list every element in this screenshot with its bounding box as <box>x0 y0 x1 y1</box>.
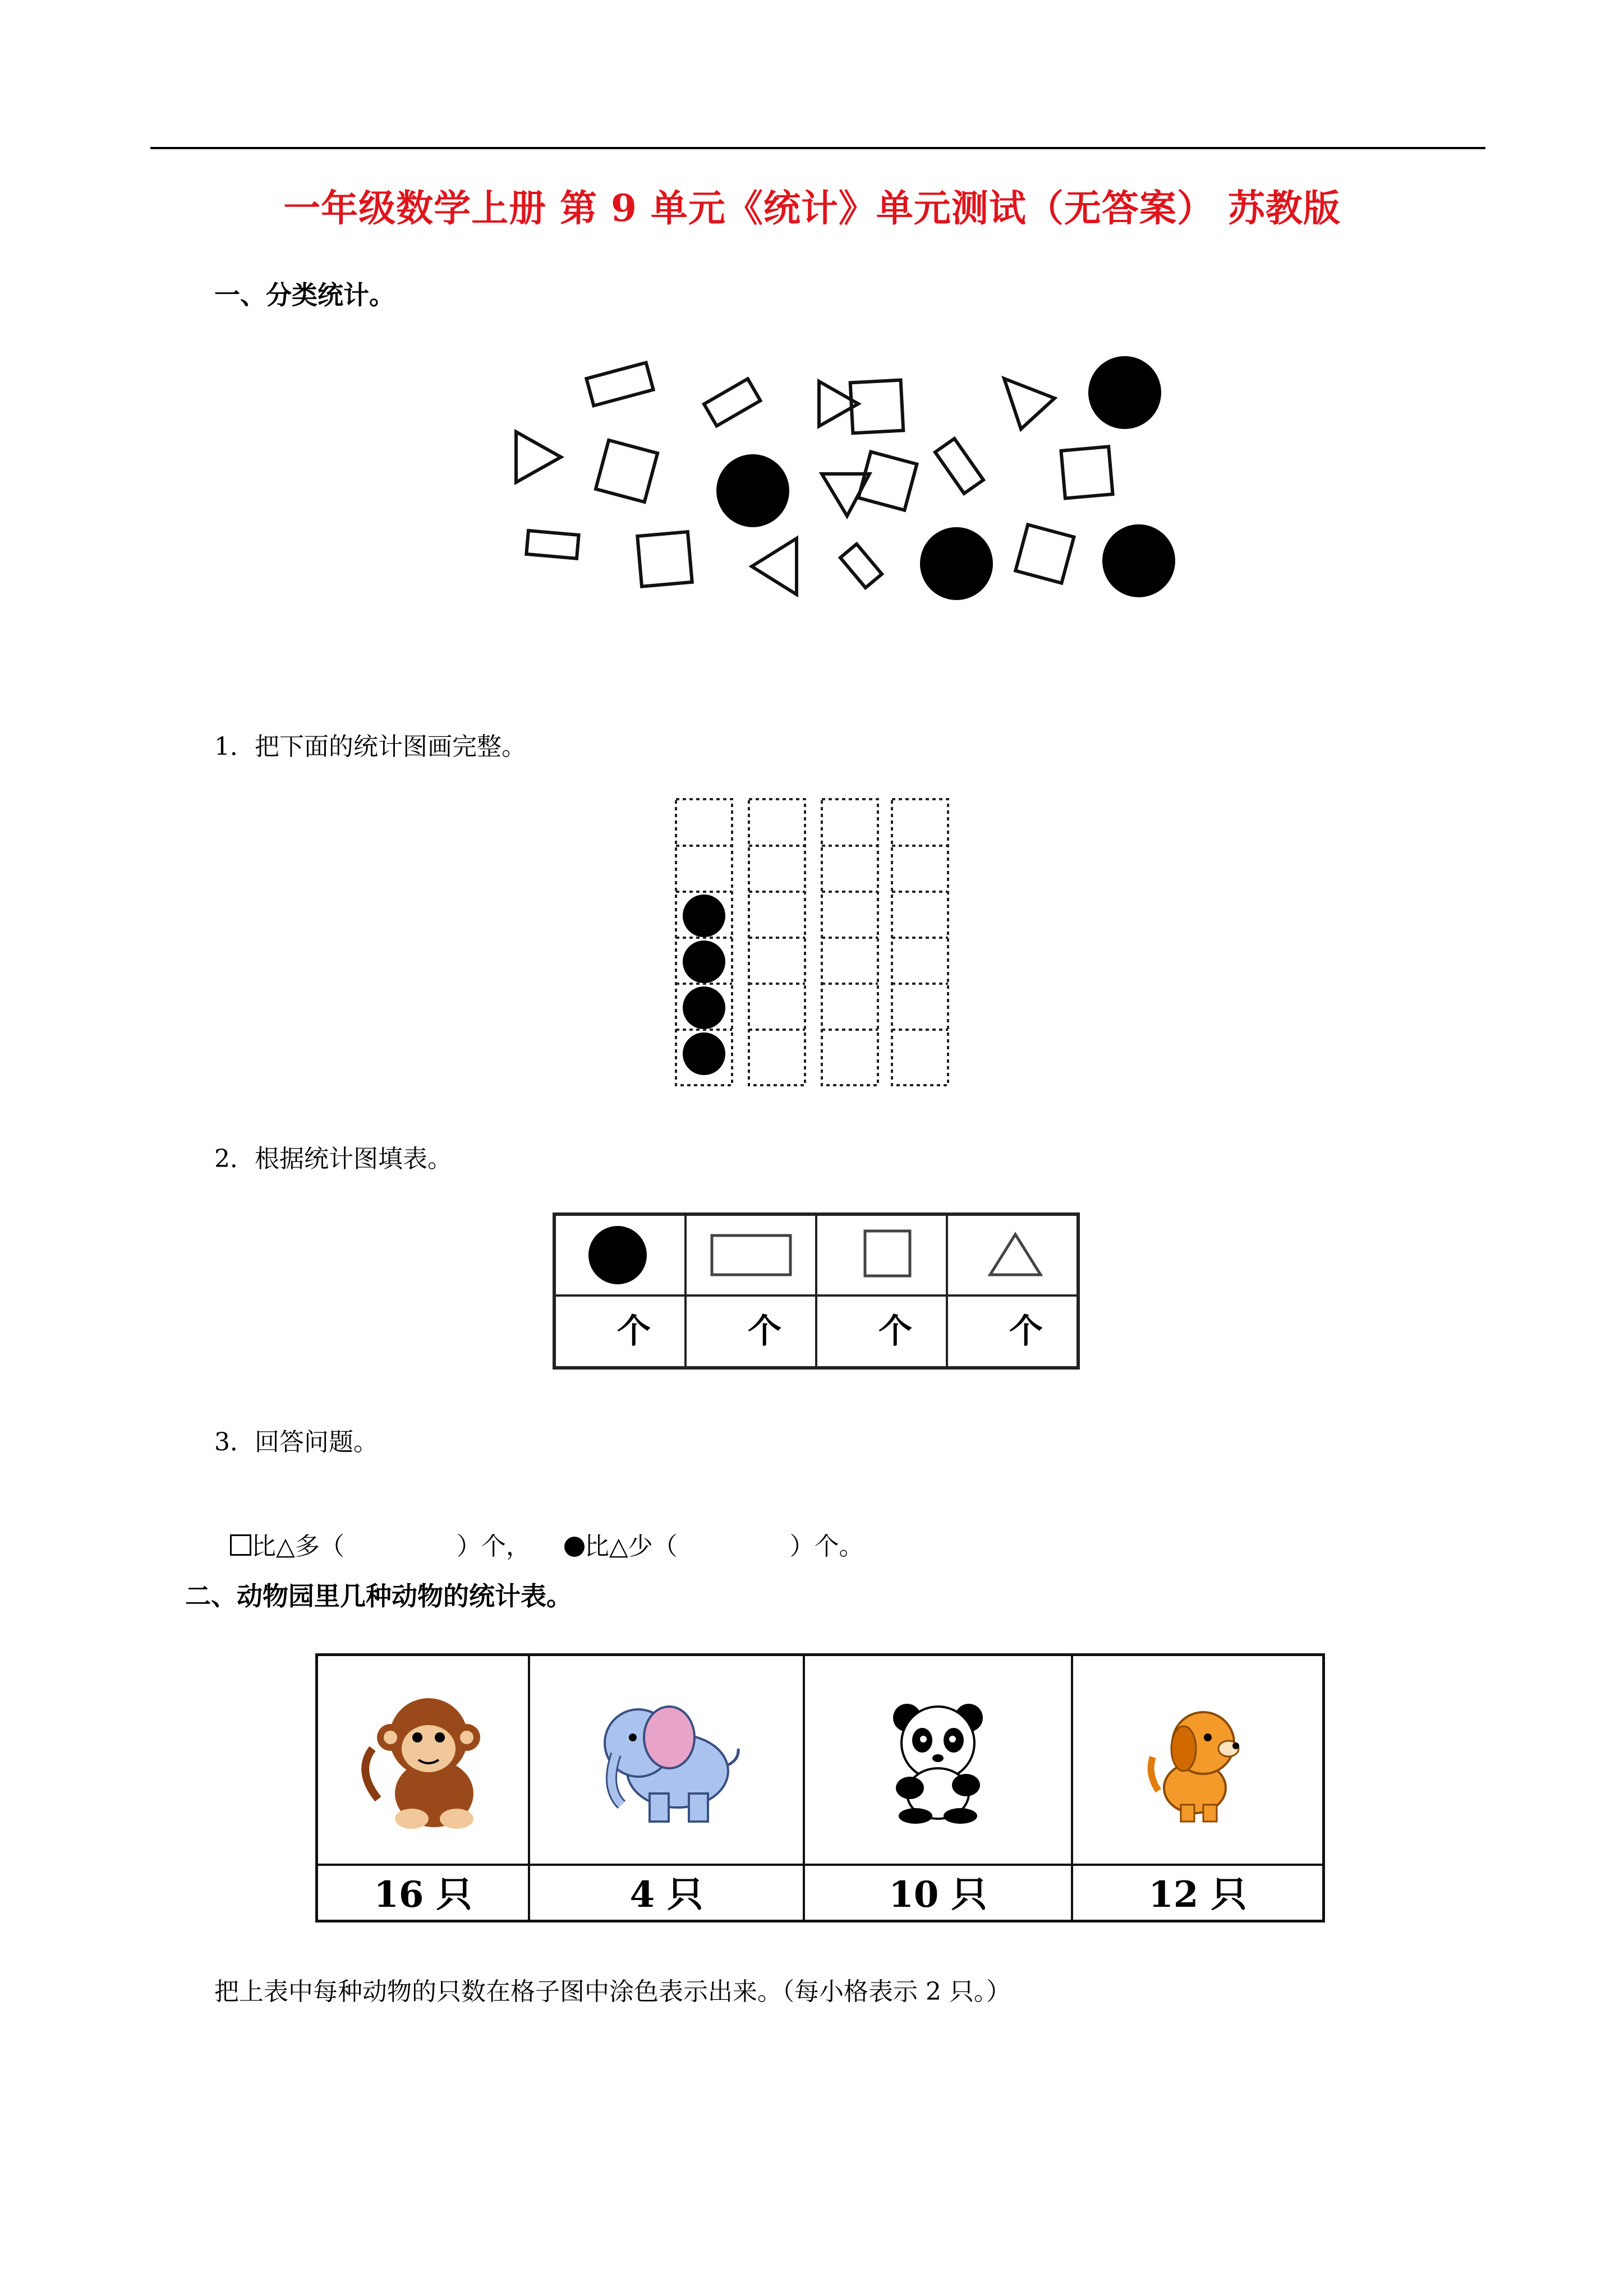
page-title: 一年级数学上册 第 9 单元《统计》单元测试（无答案） 苏教版 <box>283 186 1341 230</box>
table-cell-triangle <box>948 1216 1076 1294</box>
section2-instruction: 把上表中每种动物的只数在格子图中涂色表示出来。（每小格表示 2 只。） <box>214 1977 1011 2006</box>
square-icon <box>637 532 692 587</box>
answer-line: 比△多（ ）个， 比△少（ ）个。 <box>214 1497 864 1562</box>
count-table <box>553 1212 1080 1370</box>
count-input-rectangle[interactable]: 个 <box>687 1294 817 1366</box>
triangle-icon <box>752 538 797 594</box>
rectangle-icon <box>586 363 653 406</box>
animal-count-panda: 10 只 <box>805 1864 1073 1920</box>
table-cell-square <box>817 1216 948 1294</box>
section2-heading: 二、动物园里几种动物的统计表。 <box>185 1581 572 1611</box>
grid-filled-circle <box>683 986 725 1029</box>
circle-icon <box>1102 524 1175 597</box>
animal-count-dog: 12 只 <box>1148 1874 1247 1916</box>
count-input-circle[interactable]: 个 <box>556 1294 687 1366</box>
table-cell-circle <box>556 1216 687 1294</box>
triangle-icon <box>1004 379 1055 429</box>
triangle-icon <box>990 1234 1041 1275</box>
count-input-triangle[interactable]: 个 <box>1009 1312 1043 1351</box>
grid-filled-circle <box>683 1032 725 1075</box>
section1-heading: 一、分类统计。 <box>214 280 395 310</box>
panda-icon <box>882 1695 994 1824</box>
circle-icon <box>1088 356 1161 429</box>
circle-icon <box>564 1537 585 1557</box>
animal-cell-panda <box>805 1656 1073 1864</box>
count-input-square[interactable]: 个 <box>817 1294 948 1366</box>
square-icon <box>230 1534 251 1556</box>
animal-cell-elephant <box>530 1656 805 1864</box>
monkey-icon <box>356 1687 490 1833</box>
animal-cell-dog <box>1073 1656 1322 1864</box>
elephant-icon <box>588 1693 745 1827</box>
rectangle-icon <box>704 379 760 426</box>
square-icon <box>850 380 904 434</box>
square-icon <box>1061 446 1112 498</box>
shapes-illustration <box>505 336 1189 606</box>
circle-icon <box>588 1226 647 1284</box>
square-icon <box>596 440 657 502</box>
animal-count-elephant: 4 只 <box>530 1864 805 1920</box>
animal-table <box>315 1653 1325 1922</box>
animal-cell-monkey <box>318 1656 530 1864</box>
dog-icon <box>1142 1695 1254 1824</box>
top-rule <box>150 147 1485 149</box>
rectangle-icon <box>935 439 983 494</box>
rectangle-icon <box>840 544 882 588</box>
animal-count-monkey: 16 只 <box>318 1864 530 1920</box>
question-3: 3．回答问题。 <box>214 1428 378 1456</box>
square-icon <box>1015 525 1074 583</box>
square-icon <box>865 1231 910 1276</box>
circle-icon <box>920 527 993 600</box>
rectangle-icon <box>712 1235 790 1275</box>
question-2: 2．根据统计图填表。 <box>214 1145 452 1173</box>
table-cell-rectangle <box>687 1216 817 1294</box>
circle-icon <box>716 454 789 527</box>
rectangle-icon <box>526 531 578 559</box>
pictograph-grid[interactable] <box>673 796 965 1094</box>
grid-filled-circle <box>683 895 725 937</box>
grid-filled-circle <box>683 940 725 983</box>
triangle-icon <box>516 432 561 482</box>
question-1: 1．把下面的统计图画完整。 <box>214 732 526 761</box>
